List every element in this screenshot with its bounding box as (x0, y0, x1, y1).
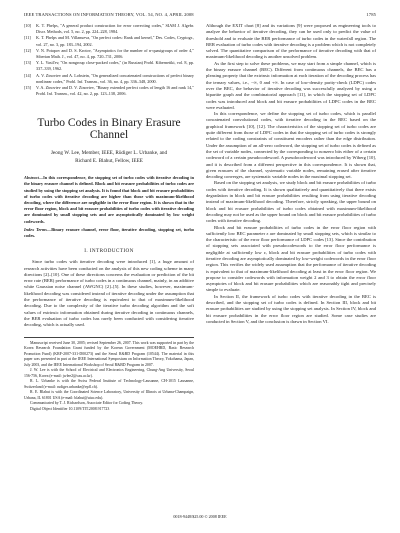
footnote: R. E. Blahut is with the Coordinated Science Laboratory, University of Illinois at Urbana-Champaign, Urbana, IL 61801 USA (e-mail: blahut@uiuc.edu). (24, 390, 194, 400)
paragraph: In Section II, the framework of turbo codes with iterative decoding in the BEC is described, and the stopping set of turbo codes is defined. In Section III, block and bit erasure probabilities are studied by using the stopping set analysis. In Section IV, block and bit erasure probabilities in the error floor region are studied. Some case studies are conducted in Section V, and the conclusion is drawn in Section VI. (206, 293, 376, 324)
left-column (24, 23, 194, 412)
journal-name: IEEE TRANSACTIONS ON INFORMATION THEORY, VOL. 54, NO. 4, APRIL 2008 (24, 12, 194, 17)
footnote: Communicated by T. J. Richardson, Associate Editor for Coding Theory. (30, 401, 144, 406)
reference-item (24, 85, 194, 97)
reference-text: V. N. Potapov and D. S. Krotov, "Asymptotics for the number of n-quasigroups of order 4," Siberian Math. J., vol. 47, no. 4, pp. 720–731, 2006. (36, 47, 194, 60)
page-number: 1785 (366, 12, 376, 17)
footnote-divider (24, 337, 194, 338)
abstract (24, 175, 194, 225)
reference-number: [15] (24, 85, 31, 91)
right-column (206, 23, 376, 412)
introduction-body (24, 259, 194, 328)
reference-item (24, 60, 194, 72)
reference-number: [13] (24, 60, 31, 66)
reference-text: K. T. Phelps, "A general product construction for error correcting codes," SIAM J. Algebr. Discr. Methods, vol. 5, no. 2, pp. 224–228, 1984. (36, 23, 194, 35)
paragraph: As the first step to solve these problems, we may start from a simple channel, which is the binary erasure channel (BEC). Different from continuous channels, the BEC has a pleasing property that the extrinsic information at each iteration of the decoding process has the ternary values, i.e., −∞, 0 and +∞. In case of low-density parity-check (LDPC) codes over the BEC, the behavior of iterative decoding was successfully analyzed by using a bipartite graph and the combinatorial approach [11], in which the stopping set of LDPC codes was introduced and block and bit erasure probabilities of LDPC codes in the BEC were evaluated. (206, 60, 376, 110)
abstract-text: In this correspondence, the stopping set of turbo codes with iterative decoding in the binary erasure channel is defined. Block and bit erasure probabilities of turbo codes are studied by using the stopping set analysis. It is found that block and bit erasure probabilities of turbo codes with iterative decoding are higher than those with maximum-likelihood decoding, where the difference are negligible in the error floor region. It is shown that in the error floor region, block and bit erasure probabilities of turbo codes with iterative decoding are dominated by small stopping sets and are asymptotically dominated by low weight codewords. (24, 175, 194, 224)
footnotes (24, 341, 194, 413)
reference-number: [11] (24, 35, 31, 41)
paragraph: In this correspondence, we define the stopping set of turbo codes, which is parallel concatenated convolutional codes, with iterative decoding in the BEC based on the graphical framework [10], [12]. The characteristics of the stopping set of turbo codes are quite different from those of LDPC codes in that the stopping set of turbo codes is strongly related to the coding constraints of constituent encoders rather than the edge distribution. Under the assumption of an all-zero codeword, the stopping set of turbo codes is defined as the set of variable nodes, connected by the corresponding to nonzero bits either of a certain codeword of a certain pseudocodeword. A pseudocodeword was introduced by Wiberg [10], and it is described from a different perspective in this correspondence. It is shown that, given erasures of the channel, systematic variable nodes, remaining erased after iterative decoding converges, are systematic variable nodes in the maximal stopping set. (206, 111, 376, 180)
paragraph: Based on the stopping set analysis, we study block and bit erasure probabilities of turbo codes with iterative decoding. It is shown qualitatively and quantitatively that there exists degradation in block and bit erasure probabilities resulting from using iterative decoding instead of maximum-likelihood decoding. Therefore, strictly speaking, the upper bound on block and bit erasure probabilities of turbo codes obtained with maximum-likelihood decoding may not be used as the upper bound on block and bit erasure probabilities of turbo codes with iterative decoding. (206, 180, 376, 224)
paper-title: Turbo Codes in Binary Erasure Channel (37, 117, 181, 142)
footnote: Manuscript received June 30, 2005; revised September 26, 2007. This work was supported in part by the Korea Research Foundation Grant funded by the Korean Government (MOEHRD, Basic Research Promotion Fund) (KRF-2007-331-D00273) and the Seoul R&BD Program (10544). The material in this paper was presented in part at the IEEE International Symposium on Information Theory, Yokohama, Japan, July 2003, and the IEEE International Workshop of Seoul R&BD Program in 2007. (24, 340, 194, 367)
section-heading: I. INTRODUCTION (84, 248, 134, 255)
reference-item (24, 23, 194, 35)
index-terms (24, 227, 194, 239)
footnote: R. L. Urbanke is with the Swiss Federal Institute of Technology-Lausanne, CH-1015 Lausanne, Switzerland (e-mail: rudiger.urbanke@epfl.ch). (24, 379, 194, 389)
reference-text: V. A. Zinoviev and D. V. Zinoviev, "Binary extended perfect codes of length 16 and rank 14," Probl. Inf. Transm., vol. 42, no. 2, pp. 123–138, 2006. (36, 85, 194, 97)
issn-footer: 0018-9448/$25.00 © 2008 IEEE (173, 514, 227, 519)
reference-text: K. T. Phelps and M. Villanueva, "On perfect codes: Rank and kernel," Des. Codes, Cryptogr., vol. 27, no. 3, pp. 183–194, 2002. (36, 35, 194, 47)
reference-item (24, 48, 194, 60)
reference-number: [12] (24, 47, 31, 53)
two-column-layout (24, 23, 376, 412)
reference-item (24, 73, 194, 85)
index-terms-label: Index Terms— (24, 226, 52, 232)
running-header (24, 12, 376, 17)
paragraph: Block and bit erasure probabilities of turbo codes in the error floor region with sufficiently low BEC parameter ε are dominated by small stopping sets, which is similar to the characteristic of the error floor performance of LDPC codes [13]. Since the contribution of stopping sets associated with pseudocodewords to the error floor performance is negligible at sufficiently low ε, block and bit erasure probabilities of turbo codes with iterative decoding are asymptotically dominated by low-weight codewords in the error floor region. This verifies the widely used assumption that the performance of iterative decoding is equivalent to that of maximum-likelihood decoding at least in the error floor region. We propose to consider codewords with information weight 2 and 3 to obtain the error floor asymptotes of block and bit erasure probabilities which are reasonably tight and precisely simple to evaluate. (206, 224, 376, 293)
reference-text: Y. L. Vasil'ev, "On nongroup close-packed codes," (in Russian) Probl. Kibernetiki, vol. 8, pp. 337–339, 1962. (36, 60, 194, 72)
reference-list (24, 23, 194, 97)
paragraph: Since turbo codes with iterative decoding were introduced [1], a huge amount of research activities have been conducted on the analysis of this new coding scheme in many directions [2]–[10]. One of these directions concerns the evaluation or prediction of the bit error rate (BER) performance of turbo codes in a continuous channel, mainly, in an additive white Gaussian noise channel (AWGNC) [2]–[5]. In these studies, however, maximum-likelihood decoding was considered instead of iterative decoding under the assumption that the performance of iterative decoding is equivalent to that of maximum-likelihood decoding. Due to the complexity of the iterative turbo decoding algorithm and the soft values of extrinsic information obtained during iterative decoding in continuous channels, the BER evaluation of turbo codes has rarely been conducted with considering iterative decoding, which is actually used. (24, 259, 194, 328)
author-line: Jeong W. Lee, Member, IEEE, Rüdiger L. Urbanke, and (50, 150, 168, 157)
author-line: Richard E. Blahut, Fellow, IEEE (75, 157, 143, 164)
footnote: J. W. Lee is with the School of Electrical and Electronics Engineering, Chung-Ang University, Seoul 156-756, Korea (e-mail: jwlee2@cau.ac.kr). (24, 368, 194, 378)
author-block (24, 150, 194, 165)
footnote: Digital Object Identifier 10.1109/TIT.2008.917723 (30, 406, 110, 411)
reference-number: [14] (24, 72, 31, 78)
reference-item (24, 35, 194, 47)
reference-text: A. V. Zinoviev and A. Lobstein, "On generalized concatenated constructions of perfect binary nonlinear codes," Probl. Inf. Transm., vol. 36, no. 4, pp. 336–348, 2000. (36, 72, 194, 84)
reference-number: [10] (24, 23, 31, 28)
abstract-label: Abstract— (24, 175, 44, 181)
index-terms-text: Binary erasure channel, error floor, iterative decoding, stopping set, turbo codes. (24, 226, 194, 239)
paragraph: Although the EXIT chart [8] and its variations [9] were proposed as engineering tools to analyze the behavior of iterative decoding, they can be used only to predict the value of threshold and to evaluate the BER performance of turbo codes in the waterfall region. The BER evaluation of turbo codes with iterative decoding is a problem which is not completely solved. The quantitative comparison of the performance of iterative decoding with that of maximum-likelihood decoding is another unsolved problem. (206, 23, 376, 60)
